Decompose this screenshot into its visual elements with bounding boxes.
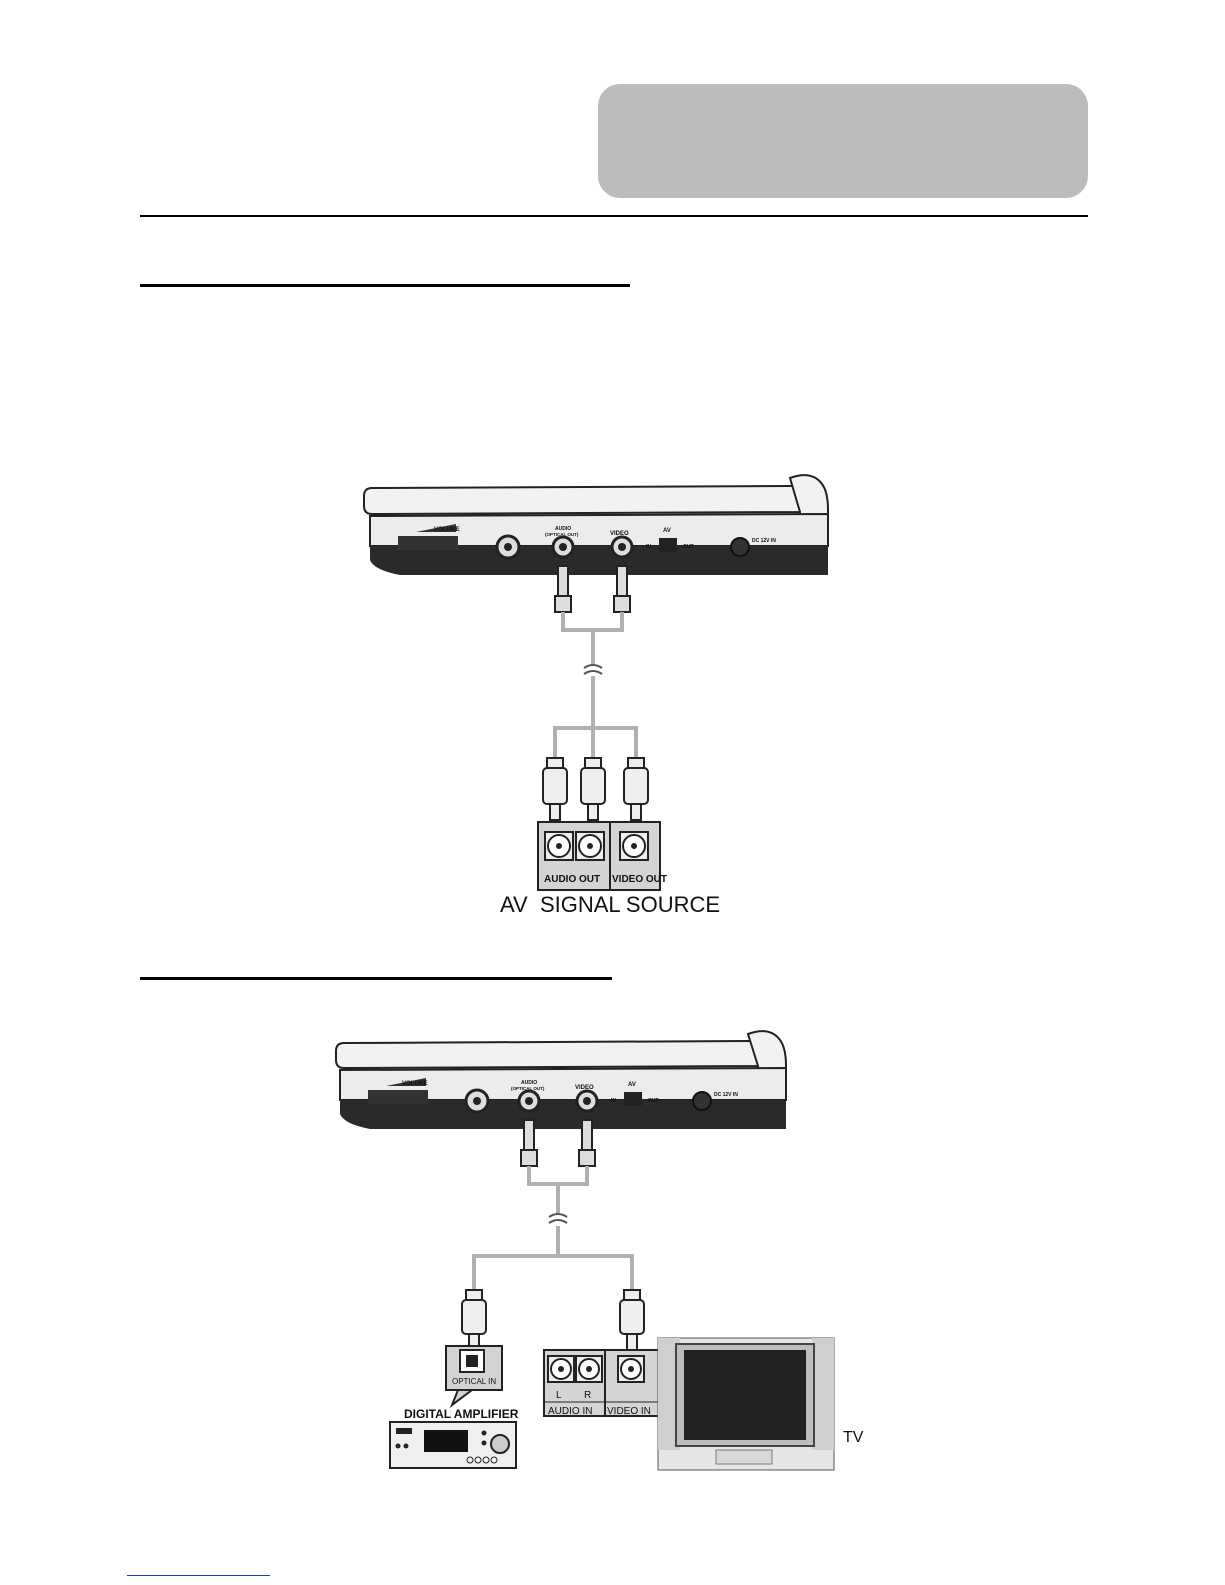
av-label: AV [663,528,671,534]
audio-label-2: AUDIO [521,1080,538,1086]
plugs-2 [462,1290,644,1352]
optical-in-label: OPTICAL IN [452,1377,497,1386]
av-label-2: AV [628,1082,636,1088]
video-out-label: VIDEO OUT [612,874,668,885]
dc-label-2: DC 12V IN [714,1092,738,1098]
video-in-label: VIDEO IN [607,1406,651,1417]
video-label: VIDEO [610,531,629,537]
rca-plugs [543,758,648,820]
digital-amplifier [390,1422,516,1468]
in-label-2: IN [611,1098,616,1104]
digital-cable [474,1166,632,1290]
r-label: R [584,1390,592,1401]
digital-amplifier-label: DIGITAL AMPLIFIER [404,1407,519,1421]
video-label-2: VIDEO [575,1085,594,1091]
av-cable [555,612,636,758]
optical-label: (OPTICAL OUT) [545,532,579,537]
audio-label: AUDIO [555,526,572,532]
optical-label-2: (OPTICAL OUT) [511,1086,545,1091]
cable-break [584,665,602,674]
volume-label-2: VOLUME [402,1081,428,1087]
out-label: OUT [683,544,694,550]
cable-break-2 [549,1214,567,1223]
tv-set [658,1338,834,1470]
out-label-2: OUT [648,1098,659,1104]
audio-out-label: AUDIO OUT [544,874,601,885]
av-signal-source-caption: AV SIGNAL SOURCE [500,892,721,917]
dc-label: DC 12V IN [752,538,776,544]
in-label: IN [646,544,651,550]
volume-label: VOLUME [434,527,460,533]
l-label: L [556,1390,562,1401]
tv-label: TV [843,1429,864,1446]
audio-in-label: AUDIO IN [548,1406,593,1417]
dvd-player-device [364,475,828,575]
optical-in-port [446,1346,502,1405]
